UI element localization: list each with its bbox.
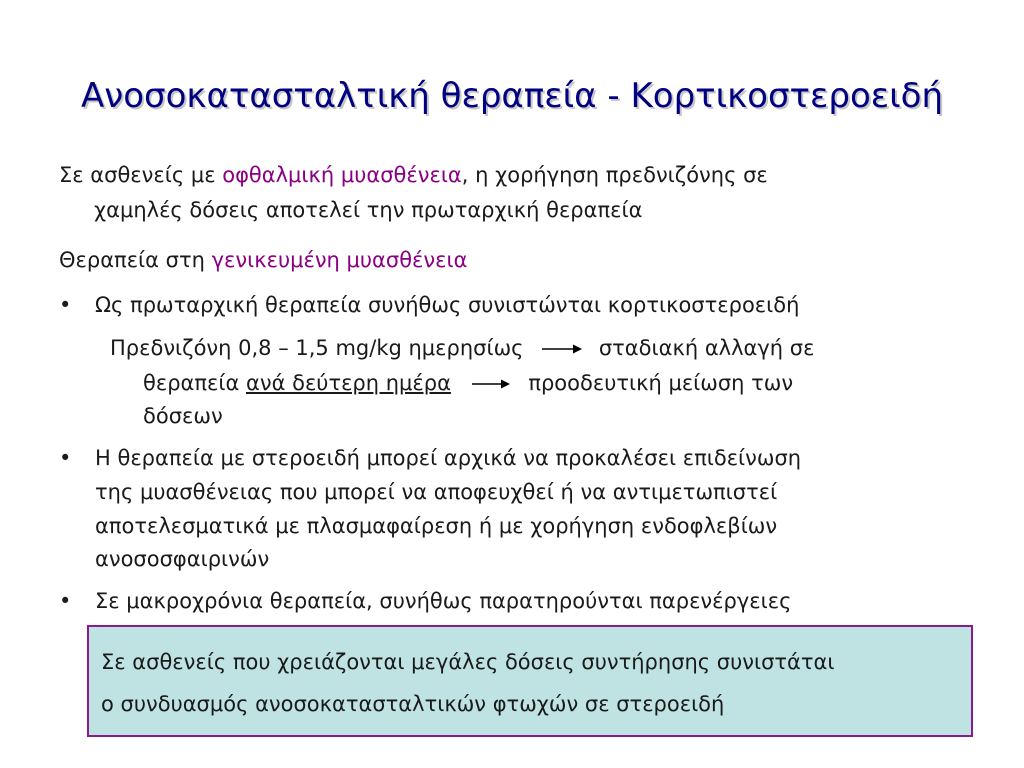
intro-line-1 — [59, 158, 768, 192]
bullet-marker-1: • — [59, 293, 72, 317]
intro-prefix: Σε ασθενείς με — [59, 163, 223, 187]
right-arrow-icon — [472, 367, 510, 401]
dosing-line-2-start: θεραπεία — [143, 371, 246, 395]
dosing-line-2-end: προοδευτική μείωση των — [528, 371, 794, 395]
bullet-item-2-line-3: αποτελεσματικά με πλασμαφαίρεση ή με χορήγηση ενδοφλεβίων — [95, 514, 778, 538]
generalized-prefix: Θεραπεία στη — [59, 248, 212, 272]
dosing-line-1-end: σταδιακή αλλαγή σε — [598, 336, 815, 360]
bullet-item-1: Ως πρωταρχική θεραπεία συνήθως συνιστώνται κορτικοστεροειδή — [95, 293, 800, 317]
generalized-heading — [59, 243, 467, 277]
bullet-marker-2: • — [59, 446, 72, 470]
intro-line-2: χαμηλές δόσεις αποτελεί την πρωταρχική θεραπεία — [94, 198, 643, 222]
dosing-line-2 — [143, 366, 793, 401]
generalized-accent-term: γενικευμένη μυασθένεια — [211, 248, 468, 272]
dosing-line-1-start: Πρεδνιζόνη 0,8 – 1,5 mg/kg ημερησίως — [110, 336, 524, 360]
bullet-marker-3: • — [59, 589, 72, 613]
dosing-line-3: δόσεων — [143, 404, 223, 428]
summary-box — [87, 625, 973, 737]
right-arrow-icon — [542, 332, 582, 366]
bullet-item-2-line-1: Η θεραπεία με στεροειδή μπορεί αρχικά να προκαλέσει επιδείνωση — [95, 446, 802, 470]
bullet-item-3: Σε μακροχρόνια θεραπεία, συνήθως παρατηρούνται παρενέργειες — [95, 589, 792, 613]
intro-suffix: , η χορήγηση πρεδνιζόνης σε — [461, 163, 768, 187]
summary-line-1: Σε ασθενείς που χρειάζονται μεγάλες δόσεις συντήρησης συνιστάται — [101, 650, 835, 674]
alternate-day-term: ανά δεύτερη ημέρα — [246, 371, 451, 395]
slide-title: Ανοσοκατασταλτική θεραπεία - Κορτικοστεροειδή — [81, 76, 943, 116]
intro-accent-term: οφθαλμική μυασθένεια — [222, 163, 462, 187]
bullet-item-2-line-4: ανοσοσφαιρινών — [95, 547, 270, 571]
bullet-item-2-line-2: της μυασθένειας που μπορεί να αποφευχθεί ή να αντιμετωπιστεί — [95, 480, 778, 504]
summary-line-2: ο συνδυασμός ανοσοκατασταλτικών φτωχών σε στεροειδή — [101, 692, 725, 716]
dosing-line-1 — [110, 331, 814, 366]
